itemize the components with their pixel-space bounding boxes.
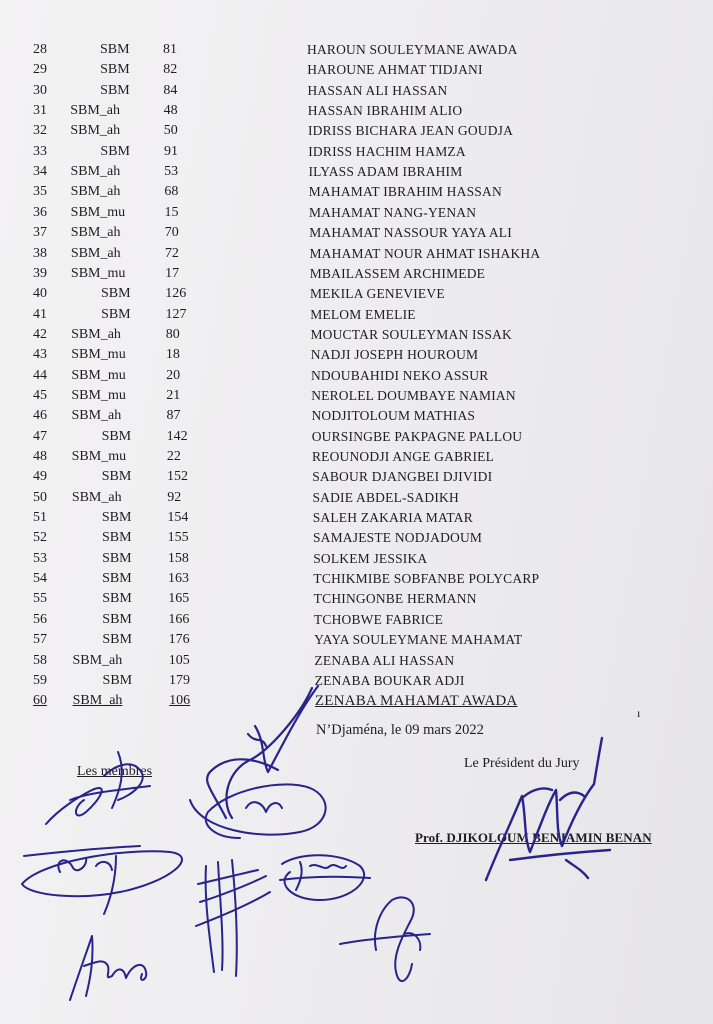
row-group: SBM_ah [72,693,123,709]
row-score: 126 [165,286,187,302]
row-name: HAROUNE AHMAT TIDJANI [307,62,483,78]
list-item [0,386,713,406]
row-number: 59 [33,672,47,688]
row-name: MAHAMAT IBRAHIM HASSAN [308,184,502,200]
list-item [0,162,713,182]
row-group: SBM [100,143,130,159]
row-number: 39 [33,265,47,281]
row-score: 20 [166,367,181,383]
row-number: 43 [33,347,47,363]
row-group: SBM_ah [70,123,121,139]
row-name: SALEH ZAKARIA MATAR [312,510,473,526]
row-number: 28 [33,42,47,57]
row-name: REOUNODJI ANGE GABRIEL [311,449,495,464]
row-number: 57 [33,632,47,648]
row-number: 44 [33,367,47,383]
list-item [0,488,713,508]
row-number: 32 [33,123,47,139]
row-score: 81 [163,42,177,57]
row-group: SBM_mu [71,449,127,464]
signature-members-2 [22,846,182,914]
list-item [0,325,713,345]
row-number: 52 [33,530,47,546]
row-score: 127 [165,306,187,322]
row-number: 56 [33,611,47,627]
row-score: 91 [163,143,178,159]
row-number: 41 [33,306,47,322]
row-name: MEKILA GENEVIEVE [309,286,445,302]
list-item [0,121,713,141]
row-name: MAHAMAT NOUR AHMAT ISHAKHA [309,245,541,261]
row-group: SBM [100,286,131,302]
row-group: SBM_ah [70,103,121,119]
row-group: SBM [101,530,132,546]
row-name: ILYASS ADAM IBRAHIM [308,164,463,180]
row-score: 15 [164,204,179,220]
row-group: SBM [101,428,132,444]
row-score: 158 [167,550,189,566]
row-score: 17 [165,265,180,281]
list-item [0,203,713,223]
row-group: SBM_mu [70,265,126,281]
row-name: MOUCTAR SOULEYMAN ISSAK [310,326,512,342]
row-number: 47 [33,428,47,444]
row-group: SBM [102,591,132,607]
list-item [0,244,713,264]
signature-members-5 [70,936,146,1000]
row-group: SBM [102,550,132,566]
list-item [0,610,713,630]
row-score: 165 [168,591,190,607]
signature-members-3 [196,860,270,976]
row-number: 38 [33,245,47,261]
row-group: SBM_mu [71,347,126,363]
row-name: MBAILASSEM ARCHIMEDE [309,265,486,281]
row-group: SBM_mu [71,367,126,383]
place-date: N’Djaména, le 09 mars 2022 [316,722,484,738]
row-group: SBM [102,611,132,627]
row-name: OURSINGBE PAKPAGNE PALLOU [311,428,523,444]
row-number: 51 [33,510,47,526]
list-item [0,284,713,304]
row-number: 58 [33,652,47,668]
row-number: 36 [33,204,47,220]
row-score: 163 [168,571,189,587]
list-item [0,366,713,386]
list-item [0,264,713,284]
row-name: NDOUBAHIDI NEKO ASSUR [310,367,489,383]
row-number: 40 [33,286,47,302]
row-score: 142 [166,428,188,444]
row-number: 55 [33,591,47,607]
list-item [0,427,713,447]
list-item [0,223,713,243]
margin-mark: ı [637,706,641,720]
row-name: MELOM EMELIE [310,306,416,322]
row-name: SAMAJESTE NODJADOUM [312,530,483,546]
row-name: NEROLEL DOUMBAYE NAMIAN [311,387,516,403]
row-score: 166 [168,611,190,627]
list-item [0,447,713,467]
row-group: SBM [101,469,132,485]
row-name: MAHAMAT NANG-YENAN [308,204,477,220]
row-group: SBM_mu [71,387,126,403]
list-item [0,589,713,609]
row-group: SBM_ah [70,184,121,200]
row-number: 45 [33,387,47,403]
row-number: 42 [33,326,47,342]
list-item [0,101,713,121]
row-group: SBM [100,42,130,57]
row-score: 82 [163,62,178,78]
row-name: SABOUR DJANGBEI DJIVIDI [312,469,493,485]
row-number: 37 [33,225,47,241]
row-number: 46 [33,408,47,424]
row-number: 53 [33,550,47,566]
list-item [0,345,713,365]
row-name: ZENABA ALI HASSAN [314,652,455,668]
list-item [0,528,713,548]
row-name: TCHIKMIBE SOBFANBE POLYCARP [313,571,540,587]
row-name: YAYA SOULEYMANE MAHAMAT [314,632,523,648]
row-name: NADJI JOSEPH HOUROUM [310,347,479,363]
list-item [0,142,713,162]
row-name: HASSAN IBRAHIM ALIO [307,103,463,119]
row-score: 155 [167,530,189,546]
row-name: MAHAMAT NASSOUR YAYA ALI [309,225,512,241]
president-name: Prof. DJIKOLOUM BENJAMIN BENAN [415,830,652,845]
signature-members-6 [340,897,430,981]
row-name: HASSAN ALI HASSAN [307,82,448,98]
row-group: SBM_ah [70,245,121,261]
row-score: 154 [167,510,189,526]
row-name: SOLKEM JESSIKA [313,550,428,566]
row-group: SBM_ah [70,225,121,241]
row-name: IDRISS HACHIM HAMZA [308,143,466,159]
row-name: TCHOBWE FABRICE [313,611,444,627]
row-group: SBM_ah [71,326,121,342]
row-score: 92 [167,489,182,505]
row-number: 48 [33,449,47,464]
row-score: 106 [169,693,191,709]
row-number: 29 [33,62,47,78]
row-score: 176 [168,632,190,648]
list-item [0,651,713,671]
row-score: 87 [166,408,181,424]
list-item [0,630,713,650]
row-group: SBM [102,672,133,688]
row-name: ZENABA MAHAMAT AWADA [314,693,518,710]
list-item [0,549,713,569]
list-item [0,691,713,711]
row-name: IDRISS BICHARA JEAN GOUDJA [307,123,514,139]
list-item [0,406,713,426]
row-number: 33 [33,143,47,159]
row-score: 22 [166,449,181,464]
list-item [0,182,713,202]
row-score: 68 [164,184,179,200]
row-score: 18 [165,347,180,363]
row-score: 80 [165,326,180,342]
row-score: 48 [163,103,178,119]
president-label: Le Président du Jury [464,756,580,771]
list-item [0,81,713,101]
row-score: 53 [164,164,179,180]
row-name: SADIE ABDEL-SADIKH [312,489,459,505]
row-name: TCHINGONBE HERMANN [313,591,477,607]
row-score: 50 [163,123,178,139]
signature-center-loop [190,784,326,838]
signature-members-1 [46,752,153,824]
row-number: 54 [33,571,47,587]
list-item [0,60,713,80]
row-group: SBM_ah [72,652,123,668]
row-group: SBM_mu [70,204,126,220]
list-item [0,508,713,528]
row-number: 30 [33,82,47,98]
row-score: 179 [168,672,190,688]
row-score: 70 [164,225,179,241]
row-name: HAROUN SOULEYMANE AWADA [307,42,518,57]
list-item [0,569,713,589]
row-group: SBM_ah [70,164,121,180]
row-name: ZENABA BOUKAR ADJI [314,672,465,688]
row-number: 60 [33,693,47,709]
row-group: SBM [100,82,130,98]
row-score: 21 [166,387,181,403]
row-group: SBM [101,306,131,322]
row-group: SBM_ah [71,489,122,505]
list-item [0,40,713,60]
row-number: 49 [33,469,47,485]
row-group: SBM_ah [71,408,122,424]
row-group: SBM [100,62,130,78]
members-label: Les membres [77,764,153,779]
row-group: SBM [101,510,132,526]
row-number: 34 [33,164,47,180]
row-group: SBM [102,571,132,587]
row-group: SBM [102,632,132,648]
list-item [0,671,713,691]
list-item [0,305,713,325]
list-item [0,467,713,487]
row-number: 50 [33,489,47,505]
signature-members-4 [280,855,370,900]
row-number: 31 [33,103,47,119]
row-score: 72 [164,245,179,261]
row-score: 84 [163,82,178,98]
row-number: 35 [33,184,47,200]
row-name: NODJITOLOUM MATHIAS [311,408,476,424]
row-score: 152 [167,469,189,485]
row-score: 105 [168,652,190,668]
